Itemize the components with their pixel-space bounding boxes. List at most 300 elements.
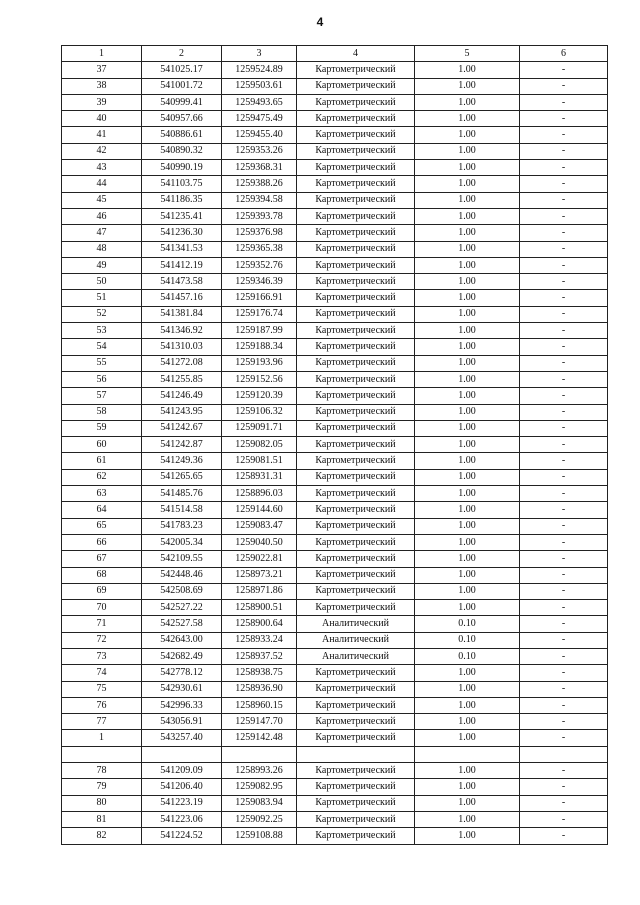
table-cell: 39 <box>62 94 142 110</box>
table-cell: 541473.58 <box>142 274 222 290</box>
table-cell: 70 <box>62 600 142 616</box>
table-cell: 72 <box>62 632 142 648</box>
table-cell: - <box>520 486 608 502</box>
table-cell: 1258896.03 <box>222 486 297 502</box>
table-cell: 1259455.40 <box>222 127 297 143</box>
table-row <box>62 746 608 762</box>
table-cell: 542643.00 <box>142 632 222 648</box>
table-cell: - <box>520 551 608 567</box>
table-cell: 1.00 <box>415 502 520 518</box>
table-row <box>62 160 608 176</box>
table-cell: 1259152.56 <box>222 371 297 387</box>
table-cell: 540999.41 <box>142 94 222 110</box>
table-cell: Картометрический <box>297 502 415 518</box>
table-cell: Картометрический <box>297 111 415 127</box>
table-cell: 46 <box>62 208 142 224</box>
table-cell: 43 <box>62 160 142 176</box>
table-cell: Картометрический <box>297 811 415 827</box>
table-cell: 541186.35 <box>142 192 222 208</box>
table-cell: 77 <box>62 714 142 730</box>
table-row <box>62 763 608 779</box>
table-cell: 541223.06 <box>142 811 222 827</box>
table-cell: 1259188.34 <box>222 339 297 355</box>
table-cell: 541265.65 <box>142 469 222 485</box>
table-cell: 542109.55 <box>142 551 222 567</box>
table-cell: 541272.08 <box>142 355 222 371</box>
table-row <box>62 62 608 78</box>
table-cell: Картометрический <box>297 714 415 730</box>
table-cell: - <box>520 583 608 599</box>
table-cell: 1.00 <box>415 257 520 273</box>
table-cell: 541223.19 <box>142 795 222 811</box>
table-cell: Картометрический <box>297 665 415 681</box>
table-cell: 80 <box>62 795 142 811</box>
table-row <box>62 208 608 224</box>
table-cell <box>297 746 415 762</box>
table-cell: - <box>520 257 608 273</box>
table-cell: 540957.66 <box>142 111 222 127</box>
table-cell: 541206.40 <box>142 779 222 795</box>
table-cell: Картометрический <box>297 828 415 844</box>
table-cell: 55 <box>62 355 142 371</box>
table-cell: Картометрический <box>297 453 415 469</box>
table-cell: 541310.03 <box>142 339 222 355</box>
table-cell: - <box>520 290 608 306</box>
header-cell: 1 <box>62 46 142 62</box>
page-number: 4 <box>316 15 324 29</box>
table-row <box>62 323 608 339</box>
table-cell: Картометрический <box>297 290 415 306</box>
table-row <box>62 697 608 713</box>
table-cell: 1.00 <box>415 583 520 599</box>
table-cell: 1.00 <box>415 127 520 143</box>
table-cell <box>415 746 520 762</box>
table-cell: 1.00 <box>415 453 520 469</box>
table-cell: - <box>520 78 608 94</box>
table-cell: Картометрический <box>297 730 415 746</box>
table-cell: 47 <box>62 225 142 241</box>
table-cell: 1258931.31 <box>222 469 297 485</box>
table-cell: 1259147.70 <box>222 714 297 730</box>
table-cell: - <box>520 192 608 208</box>
table-cell: 1258900.64 <box>222 616 297 632</box>
table-cell: 1.00 <box>415 420 520 436</box>
table-row <box>62 192 608 208</box>
table-cell <box>62 746 142 762</box>
table-cell: Картометрический <box>297 208 415 224</box>
table-row <box>62 225 608 241</box>
table-cell: - <box>520 306 608 322</box>
table-cell: 1259092.25 <box>222 811 297 827</box>
table-cell: 1.00 <box>415 518 520 534</box>
table-cell: 45 <box>62 192 142 208</box>
table-cell: 541412.19 <box>142 257 222 273</box>
table-cell: Картометрический <box>297 192 415 208</box>
table-cell: 1.00 <box>415 681 520 697</box>
table-cell: 1259022.81 <box>222 551 297 567</box>
table-cell: 1.00 <box>415 78 520 94</box>
table-cell: 540990.19 <box>142 160 222 176</box>
table-cell: - <box>520 225 608 241</box>
table-cell: 1.00 <box>415 600 520 616</box>
table-row <box>62 355 608 371</box>
table-cell: 541341.53 <box>142 241 222 257</box>
table-cell: 1259346.39 <box>222 274 297 290</box>
table-cell: Картометрический <box>297 371 415 387</box>
table-cell: 1259376.98 <box>222 225 297 241</box>
table-cell: 1.00 <box>415 714 520 730</box>
table-row <box>62 730 608 746</box>
table-cell: Картометрический <box>297 518 415 534</box>
table-row <box>62 453 608 469</box>
table-cell: 1.00 <box>415 469 520 485</box>
table-cell: 1259187.99 <box>222 323 297 339</box>
table-row <box>62 779 608 795</box>
table-cell: 41 <box>62 127 142 143</box>
table-row <box>62 828 608 844</box>
table-cell: - <box>520 453 608 469</box>
table-cell: 541243.95 <box>142 404 222 420</box>
table-row <box>62 437 608 453</box>
table-row <box>62 681 608 697</box>
table-row <box>62 648 608 664</box>
table-cell: - <box>520 371 608 387</box>
table-cell: - <box>520 241 608 257</box>
table-cell: 540886.61 <box>142 127 222 143</box>
header-cell: 3 <box>222 46 297 62</box>
table-cell <box>142 746 222 762</box>
table-row <box>62 420 608 436</box>
table-cell: - <box>520 127 608 143</box>
table-cell: 1258900.51 <box>222 600 297 616</box>
table-cell: 1.00 <box>415 290 520 306</box>
table-cell: 541255.85 <box>142 371 222 387</box>
table-cell: Картометрический <box>297 583 415 599</box>
table-cell: Картометрический <box>297 437 415 453</box>
table-cell: 1.00 <box>415 567 520 583</box>
header-cell: 6 <box>520 46 608 62</box>
table-cell: 66 <box>62 534 142 550</box>
table-cell: 78 <box>62 763 142 779</box>
table-cell: 1.00 <box>415 339 520 355</box>
table-cell: Картометрический <box>297 486 415 502</box>
table-cell: 73 <box>62 648 142 664</box>
table-row <box>62 665 608 681</box>
table-cell: Картометрический <box>297 323 415 339</box>
table-row <box>62 290 608 306</box>
table-cell: - <box>520 323 608 339</box>
table-cell: 1259388.26 <box>222 176 297 192</box>
table-cell: 1259193.96 <box>222 355 297 371</box>
table-cell: 1.00 <box>415 763 520 779</box>
table-cell: - <box>520 111 608 127</box>
coordinates-table <box>61 45 608 845</box>
table-cell: - <box>520 502 608 518</box>
table-cell: Картометрический <box>297 355 415 371</box>
table-cell: - <box>520 567 608 583</box>
table-cell: 1259082.95 <box>222 779 297 795</box>
table-cell: 1258973.21 <box>222 567 297 583</box>
table-row <box>62 143 608 159</box>
table-cell: 1259493.65 <box>222 94 297 110</box>
table-cell: 541346.92 <box>142 323 222 339</box>
table-cell: Картометрический <box>297 551 415 567</box>
table-cell: 40 <box>62 111 142 127</box>
table-row <box>62 94 608 110</box>
table-cell: 1.00 <box>415 534 520 550</box>
table-cell: 82 <box>62 828 142 844</box>
table-cell: 53 <box>62 323 142 339</box>
table-cell: 1259108.88 <box>222 828 297 844</box>
table-cell: 67 <box>62 551 142 567</box>
header-cell: 4 <box>297 46 415 62</box>
table-cell: 1.00 <box>415 795 520 811</box>
table-cell: - <box>520 355 608 371</box>
table-cell: - <box>520 730 608 746</box>
table-row <box>62 811 608 827</box>
table-row <box>62 469 608 485</box>
table-cell: Картометрический <box>297 143 415 159</box>
table-cell: - <box>520 648 608 664</box>
table-cell: 1.00 <box>415 811 520 827</box>
table-cell: 1259120.39 <box>222 388 297 404</box>
table-row <box>62 371 608 387</box>
table-row <box>62 583 608 599</box>
table-cell: 542448.46 <box>142 567 222 583</box>
table-cell: - <box>520 763 608 779</box>
table-cell: 1259091.71 <box>222 420 297 436</box>
table-cell: 1.00 <box>415 371 520 387</box>
table-row <box>62 127 608 143</box>
table-cell: 49 <box>62 257 142 273</box>
table-cell: 0.10 <box>415 616 520 632</box>
table-cell: Картометрический <box>297 160 415 176</box>
table-cell: 541242.67 <box>142 420 222 436</box>
table-cell: Аналитический <box>297 616 415 632</box>
table-cell: 541236.30 <box>142 225 222 241</box>
table-cell: 0.10 <box>415 648 520 664</box>
table-cell: - <box>520 94 608 110</box>
table-row <box>62 388 608 404</box>
table-cell: 68 <box>62 567 142 583</box>
table-cell: 57 <box>62 388 142 404</box>
table-cell: 1259393.78 <box>222 208 297 224</box>
table-cell: 59 <box>62 420 142 436</box>
table-cell: 543257.40 <box>142 730 222 746</box>
table-cell: 541025.17 <box>142 62 222 78</box>
table-cell: Картометрический <box>297 127 415 143</box>
table-cell: 1259353.26 <box>222 143 297 159</box>
table-row <box>62 518 608 534</box>
table-row <box>62 306 608 322</box>
table-cell: 1.00 <box>415 143 520 159</box>
table-cell: 74 <box>62 665 142 681</box>
table-cell: Аналитический <box>297 632 415 648</box>
table-cell: - <box>520 665 608 681</box>
table-cell: 64 <box>62 502 142 518</box>
table-cell: 54 <box>62 339 142 355</box>
table-cell: - <box>520 632 608 648</box>
table-cell: 1259524.89 <box>222 62 297 78</box>
table-cell: 1258933.24 <box>222 632 297 648</box>
table-cell: 1259475.49 <box>222 111 297 127</box>
table-cell: Картометрический <box>297 681 415 697</box>
table-cell: 542508.69 <box>142 583 222 599</box>
table-cell: 1.00 <box>415 828 520 844</box>
table-cell: 1259081.51 <box>222 453 297 469</box>
table-cell: 542527.58 <box>142 616 222 632</box>
table-cell: 541001.72 <box>142 78 222 94</box>
table-cell: - <box>520 274 608 290</box>
table-cell: 1259166.91 <box>222 290 297 306</box>
table-cell: 60 <box>62 437 142 453</box>
table-cell: Картометрический <box>297 274 415 290</box>
table-cell: 541485.76 <box>142 486 222 502</box>
table-cell: 542778.12 <box>142 665 222 681</box>
table-cell: 541246.49 <box>142 388 222 404</box>
table-row <box>62 404 608 420</box>
table-cell: 1.00 <box>415 208 520 224</box>
table-cell: 71 <box>62 616 142 632</box>
table-cell: 1.00 <box>415 274 520 290</box>
table-cell: 541783.23 <box>142 518 222 534</box>
table-cell: - <box>520 420 608 436</box>
table-cell: 58 <box>62 404 142 420</box>
table-row <box>62 274 608 290</box>
header-cell: 2 <box>142 46 222 62</box>
table-cell: 1259040.50 <box>222 534 297 550</box>
table-cell: 56 <box>62 371 142 387</box>
table-cell: 1.00 <box>415 225 520 241</box>
table-cell: 1.00 <box>415 355 520 371</box>
table-cell: - <box>520 388 608 404</box>
table-row <box>62 600 608 616</box>
table-cell: Картометрический <box>297 339 415 355</box>
table-cell: - <box>520 62 608 78</box>
table-cell: 541209.09 <box>142 763 222 779</box>
table-cell: Картометрический <box>297 763 415 779</box>
table-cell: Картометрический <box>297 78 415 94</box>
table-cell: - <box>520 681 608 697</box>
table-cell: - <box>520 714 608 730</box>
table-cell: 1259082.05 <box>222 437 297 453</box>
table-cell: 1.00 <box>415 730 520 746</box>
table-cell: 541381.84 <box>142 306 222 322</box>
table-cell: Картометрический <box>297 241 415 257</box>
table-cell: 1.00 <box>415 323 520 339</box>
table-cell: Картометрический <box>297 225 415 241</box>
table-cell: - <box>520 160 608 176</box>
table-cell: 1 <box>62 730 142 746</box>
table-cell: 1259083.94 <box>222 795 297 811</box>
table-cell: - <box>520 828 608 844</box>
table-cell: Картометрический <box>297 534 415 550</box>
table-row <box>62 632 608 648</box>
table-cell: 1259106.32 <box>222 404 297 420</box>
table-row <box>62 534 608 550</box>
table-cell: 1259144.60 <box>222 502 297 518</box>
table-cell: 37 <box>62 62 142 78</box>
table-row <box>62 502 608 518</box>
table-cell: 1259503.61 <box>222 78 297 94</box>
table-cell: Картометрический <box>297 94 415 110</box>
table-cell: - <box>520 404 608 420</box>
table-cell: - <box>520 518 608 534</box>
table-cell: 1.00 <box>415 437 520 453</box>
table-cell: 44 <box>62 176 142 192</box>
table-cell: 75 <box>62 681 142 697</box>
table-row <box>62 241 608 257</box>
table-cell: 542996.33 <box>142 697 222 713</box>
table-row <box>62 795 608 811</box>
table-cell: 69 <box>62 583 142 599</box>
table-cell: Картометрический <box>297 697 415 713</box>
table-cell: Картометрический <box>297 62 415 78</box>
table-cell: 61 <box>62 453 142 469</box>
table-cell: 541224.52 <box>142 828 222 844</box>
table-cell: 1.00 <box>415 192 520 208</box>
table-cell: 541457.16 <box>142 290 222 306</box>
table-cell: 1.00 <box>415 62 520 78</box>
table-cell: 1.00 <box>415 486 520 502</box>
table-cell: Аналитический <box>297 648 415 664</box>
table-cell: - <box>520 616 608 632</box>
table-cell: 1259083.47 <box>222 518 297 534</box>
table-header-row <box>62 46 608 62</box>
table-cell: 541514.58 <box>142 502 222 518</box>
table-cell: Картометрический <box>297 306 415 322</box>
table-row <box>62 339 608 355</box>
table-cell: 1.00 <box>415 404 520 420</box>
table-cell: 1.00 <box>415 160 520 176</box>
table-cell: 42 <box>62 143 142 159</box>
table-row <box>62 616 608 632</box>
table-cell: 1259142.48 <box>222 730 297 746</box>
table-row <box>62 486 608 502</box>
table-cell: - <box>520 176 608 192</box>
table-cell: 1258936.90 <box>222 681 297 697</box>
table-cell: 50 <box>62 274 142 290</box>
table-cell: - <box>520 600 608 616</box>
table-cell: 542527.22 <box>142 600 222 616</box>
table-cell: Картометрический <box>297 795 415 811</box>
table-cell: Картометрический <box>297 469 415 485</box>
table-cell: 541242.87 <box>142 437 222 453</box>
table-cell: 1259394.58 <box>222 192 297 208</box>
table-cell: Картометрический <box>297 600 415 616</box>
header-cell: 5 <box>415 46 520 62</box>
table-cell: 543056.91 <box>142 714 222 730</box>
table-cell: - <box>520 143 608 159</box>
table-cell: 541235.41 <box>142 208 222 224</box>
table-cell: 542930.61 <box>142 681 222 697</box>
table-cell: 1.00 <box>415 176 520 192</box>
table-cell: 62 <box>62 469 142 485</box>
table-cell: - <box>520 437 608 453</box>
table-cell: 1258971.86 <box>222 583 297 599</box>
table-cell: Картометрический <box>297 420 415 436</box>
table-cell: - <box>520 795 608 811</box>
table-row <box>62 551 608 567</box>
table-cell: 1258938.75 <box>222 665 297 681</box>
table-cell: 1.00 <box>415 697 520 713</box>
table-cell: - <box>520 469 608 485</box>
table-cell <box>222 746 297 762</box>
table-cell: Картометрический <box>297 567 415 583</box>
table-cell: 1259352.76 <box>222 257 297 273</box>
table-cell: 48 <box>62 241 142 257</box>
table-row <box>62 176 608 192</box>
